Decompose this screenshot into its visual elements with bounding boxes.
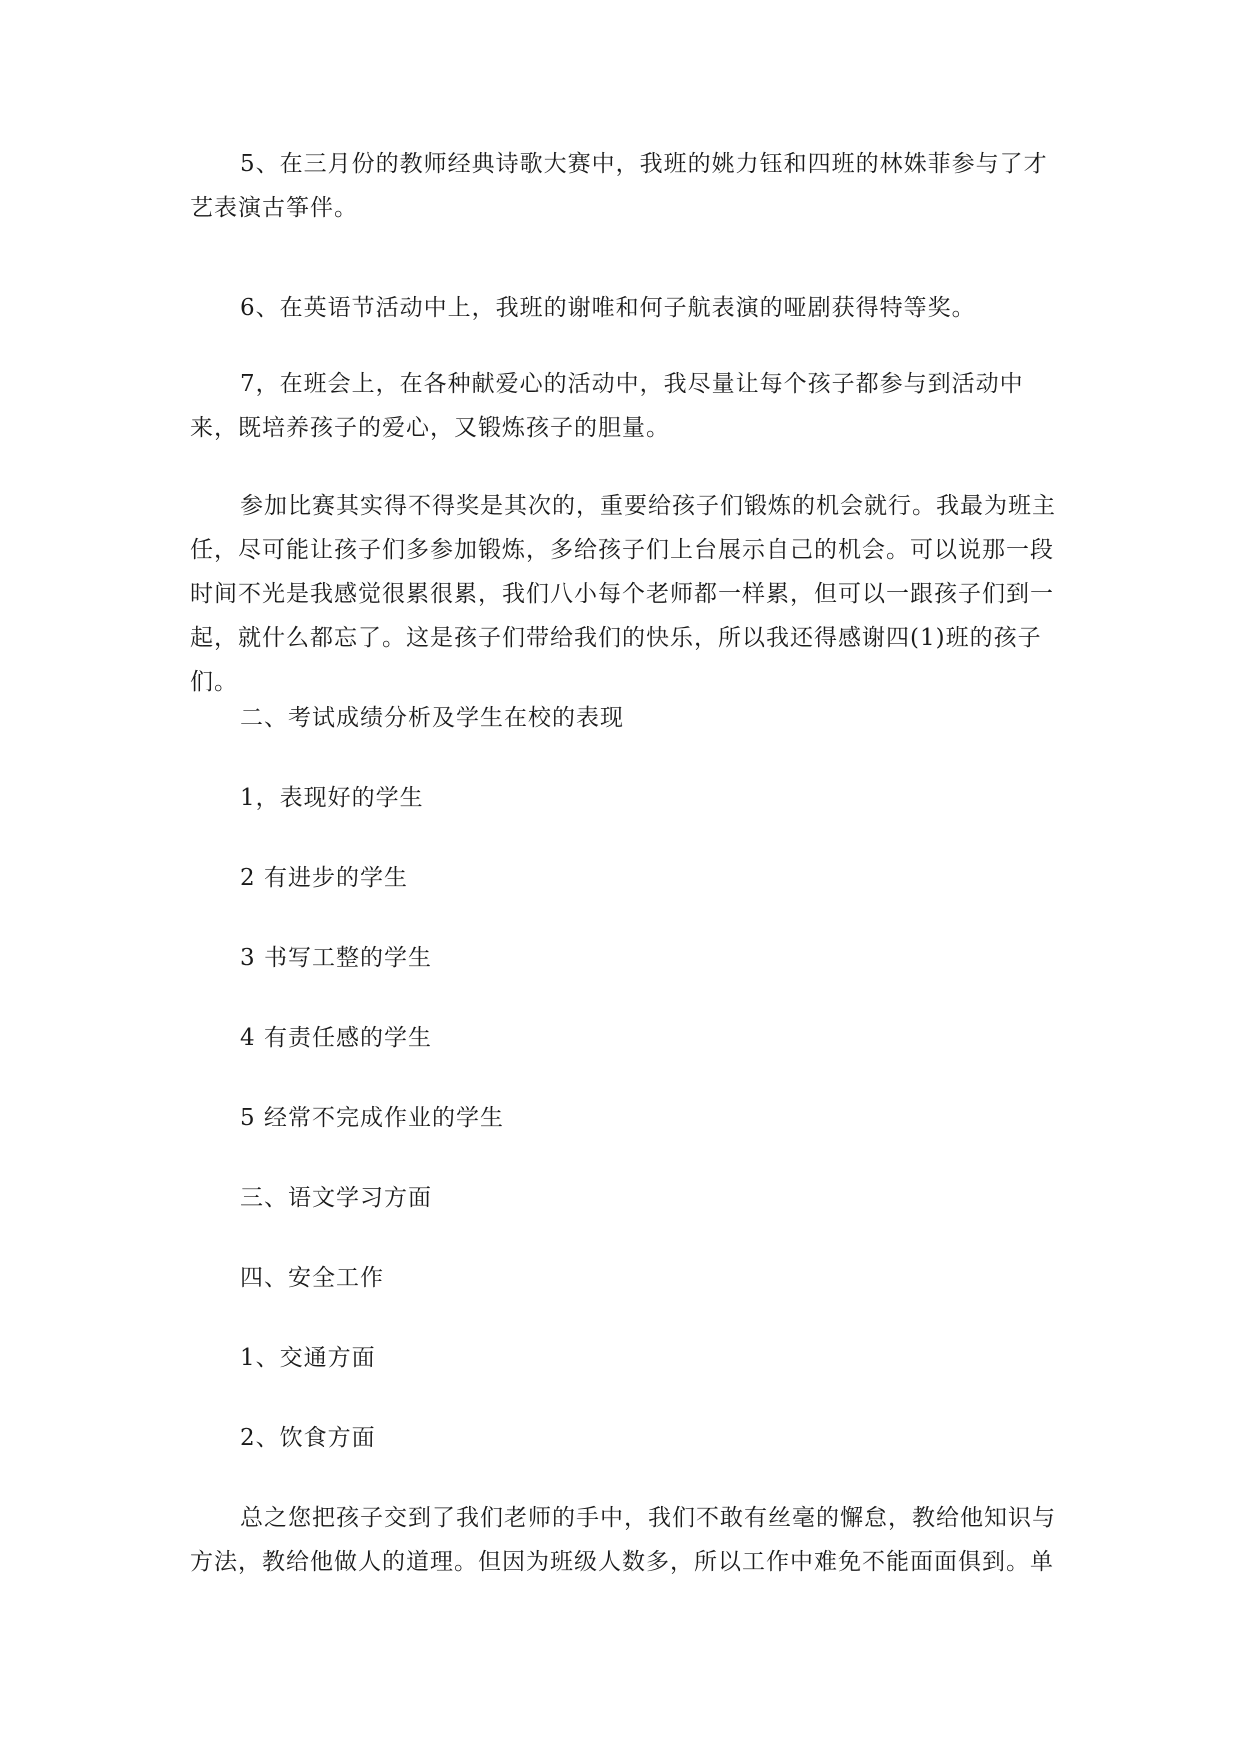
list-item: 4 有责任感的学生: [240, 1025, 432, 1051]
list-item: 2 有进步的学生: [240, 865, 408, 891]
closing-paragraph: 总之您把孩子交到了我们老师的手中，我们不敢有丝毫的懈怠，教给他知识与方法，教给他做人的道理。但因为班级人数多，所以工作中难免不能面面俱到。单: [190, 1505, 1056, 1575]
section-three-heading: 三、语文学习方面: [240, 1185, 432, 1211]
list-item: 1、交通方面: [240, 1345, 376, 1371]
section-two-heading: 二、考试成绩分析及学生在校的表现: [240, 705, 624, 731]
paragraph-item-6: 6、在英语节活动中上，我班的谢唯和何子航表演的哑剧获得特等奖。: [240, 295, 976, 321]
paragraph-item-7: 7，在班会上，在各种献爱心的活动中，我尽量让每个孩子都参与到活动中来，既培养孩子的爱心，又锻炼孩子的胆量。: [190, 371, 1024, 441]
list-item: 5 经常不完成作业的学生: [240, 1105, 504, 1131]
paragraph-competition: 参加比赛其实得不得奖是其次的，重要给孩子们锻炼的机会就行。我最为班主任，尽可能让孩子们多参加锻炼，多给孩子们上台展示自己的机会。可以说那一段时间不光是我感觉很累很累，我们八小每个老师都一样累，但可以一跟孩子们到一起，就什么都忘了。这是孩子们带给我们的快乐，所以我还得感谢四(1)班的孩子们。: [190, 493, 1056, 695]
list-item: 2、饮食方面: [240, 1425, 376, 1451]
list-item: 3 书写工整的学生: [240, 945, 432, 971]
paragraph-item-5: 5、在三月份的教师经典诗歌大赛中，我班的姚力钰和四班的林姝菲参与了才艺表演古筝伴。: [190, 151, 1048, 221]
section-four-heading: 四、安全工作: [240, 1265, 384, 1291]
list-item: 1，表现好的学生: [240, 785, 424, 811]
